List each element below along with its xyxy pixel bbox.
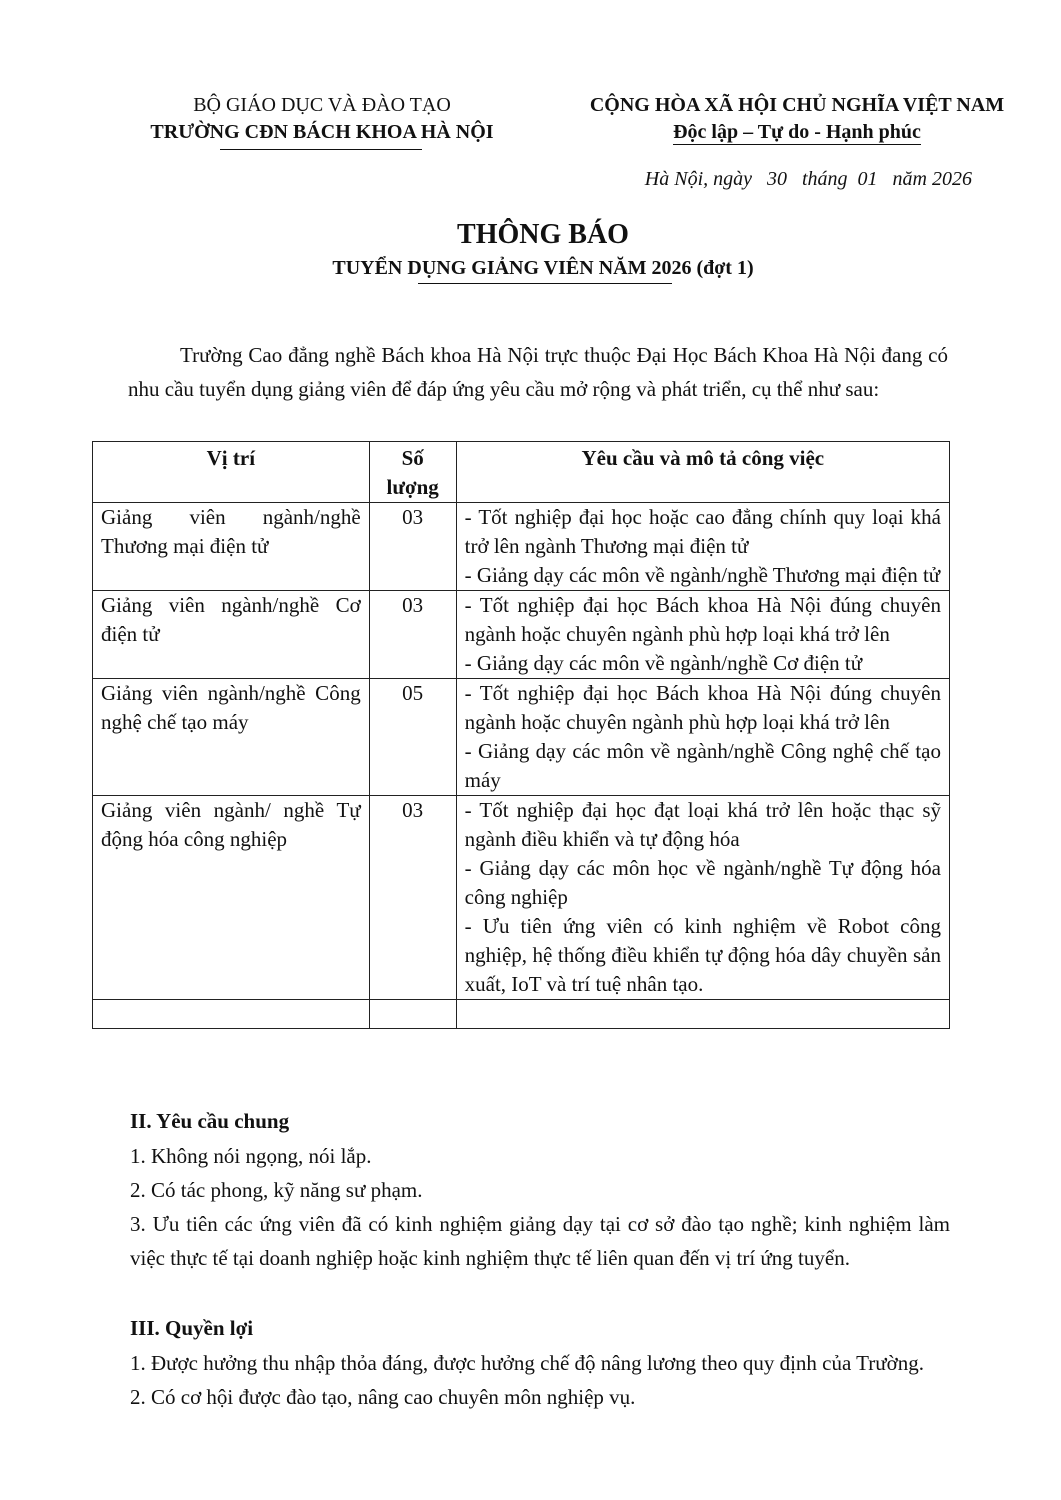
row-position: Giảng viên ngành/nghề Cơ điện tử — [93, 591, 370, 679]
republic-name: CỘNG HÒA XÃ HỘI CHỦ NGHĨA VIỆT NAM — [589, 94, 1005, 116]
section-heading: III. Quyền lợi — [130, 1316, 254, 1340]
table-empty-row — [93, 1000, 950, 1029]
empty-cell — [93, 1000, 370, 1029]
document-subtitle: TUYỂN DỤNG GIẢNG VIÊN NĂM 2026 (đợt 1) — [332, 257, 754, 279]
table-row — [93, 591, 950, 679]
header-left — [130, 92, 514, 146]
motto — [560, 119, 1034, 146]
row-requirements — [456, 679, 949, 796]
header-requirements: Yêu cầu và mô tả công việc — [456, 442, 949, 503]
table-row — [93, 796, 950, 1000]
empty-cell — [369, 1000, 456, 1029]
school-name: TRƯỜNG CĐN BÁCH KHOA HÀ NỘI — [150, 121, 494, 143]
intro-paragraph: Trường Cao đẳng nghề Bách khoa Hà Nội trực thuộc Đại Học Bách Khoa Hà Nội đang có nhu cầu tuyển dụng giảng viên để đáp ứng yêu cầu mở rộng và phát triển, cụ thể như sau: — [128, 343, 948, 401]
subtitle-underline — [418, 283, 672, 284]
row-requirements — [456, 591, 949, 679]
requirement-line: - Giảng dạy các môn về ngành/nghề Công nghệ chế tạo máy — [464, 739, 941, 792]
job-table — [92, 441, 950, 1029]
list-item: 2. Có tác phong, kỹ năng sư phạm. — [130, 1178, 423, 1202]
row-quantity: 05 — [369, 679, 456, 796]
empty-cell — [456, 1000, 949, 1029]
requirement-line: - Tốt nghiệp đại học hoặc cao đẳng chính quy loại khá trở lên ngành Thương mại điện tử — [464, 505, 941, 558]
ministry-name: BỘ GIÁO DỤC VÀ ĐÀO TẠO — [193, 94, 451, 116]
requirement-line: - Giảng dạy các môn về ngành/nghề Thương mại điện tử — [464, 563, 941, 587]
motto-text: Độc lập – Tự do - Hạnh phúc — [673, 121, 921, 143]
table-row — [93, 679, 950, 796]
row-position: Giảng viên ngành/ nghề Tự động hóa công nghiệp — [93, 796, 370, 1000]
document-date: Hà Nội, ngày 30 tháng 01 năm 2026 — [644, 168, 972, 190]
list-item: 3. Ưu tiên các ứng viên đã có kinh nghiệm giảng dạy tại cơ sở đào tạo nghề; kinh nghiệm làm việc thực tế tại doanh nghiệp hoặc kinh nghiệm thực tế liên quan đến vị trí ứng tuyển. — [130, 1212, 950, 1270]
requirement-line: - Tốt nghiệp đại học Bách khoa Hà Nội đúng chuyên ngành hoặc chuyên ngành phù hợp loại khá trở lên — [464, 593, 941, 646]
list-item: 2. Có cơ hội được đào tạo, nâng cao chuyên môn nghiệp vụ. — [130, 1385, 636, 1409]
table-header-row — [93, 442, 950, 503]
row-requirements — [456, 503, 949, 591]
list-item: 1. Được hưởng thu nhập thỏa đáng, được hưởng chế độ nâng lương theo quy định của Trường. — [130, 1351, 924, 1375]
row-quantity: 03 — [369, 591, 456, 679]
list-item: 1. Không nói ngọng, nói lắp. — [130, 1144, 372, 1168]
requirement-line: - Tốt nghiệp đại học Bách khoa Hà Nội đúng chuyên ngành hoặc chuyên ngành phù hợp loại khá trở lên — [464, 681, 941, 734]
row-quantity: 03 — [369, 796, 456, 1000]
header-quantity: Số lượng — [369, 442, 456, 503]
document-title: THÔNG BÁO — [457, 219, 629, 250]
row-requirements — [456, 796, 949, 1000]
header-right — [560, 92, 1034, 146]
section-general-requirements — [130, 1104, 950, 1275]
requirement-line: - Ưu tiên ứng viên có kinh nghiệm về Robot công nghiệp, hệ thống điều khiển tự động hóa dây chuyền sản xuất, IoT và trí tuệ nhân tạo. — [464, 914, 941, 996]
section-heading: II. Yêu cầu chung — [130, 1109, 290, 1133]
section-benefits — [130, 1311, 950, 1414]
row-position: Giảng viên ngành/nghề Thương mại điện tử — [93, 503, 370, 591]
requirement-line: - Giảng dạy các môn về ngành/nghề Cơ điện tử — [464, 651, 863, 675]
requirement-line: - Giảng dạy các môn học về ngành/nghề Tự động hóa công nghiệp — [464, 856, 941, 909]
table-row — [93, 503, 950, 591]
requirement-line: - Tốt nghiệp đại học đạt loại khá trở lên hoặc thạc sỹ ngành điều khiển và tự động hóa — [464, 798, 941, 851]
header-position: Vị trí — [93, 442, 370, 503]
school-underline — [220, 149, 422, 150]
row-position: Giảng viên ngành/nghề Công nghệ chế tạo máy — [93, 679, 370, 796]
row-quantity: 03 — [369, 503, 456, 591]
